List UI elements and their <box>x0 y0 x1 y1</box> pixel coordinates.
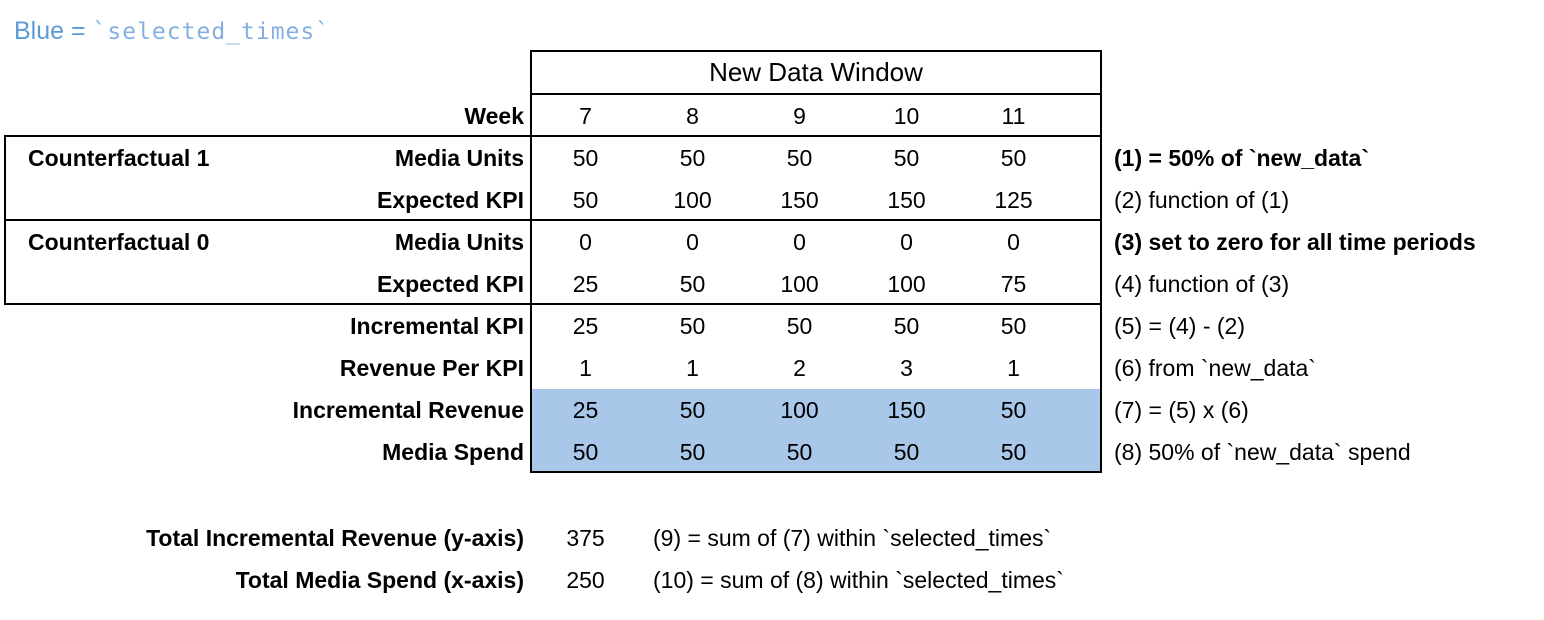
section-label-counterfactual-1: Counterfactual 1 <box>28 145 210 171</box>
cell-value: 50 <box>572 187 599 213</box>
counterfactual-table <box>0 50 1544 473</box>
cell-value-highlighted: 100 <box>746 389 853 431</box>
row-note: (4) function of (3) <box>1114 271 1290 297</box>
total-media-spend-value: 250 <box>566 567 605 593</box>
cell-value: 125 <box>994 187 1033 213</box>
week-value: 7 <box>579 103 592 129</box>
week-value: 10 <box>893 103 920 129</box>
week-row <box>0 95 1544 137</box>
cell-value: 3 <box>900 355 913 381</box>
table-row-revenue-per-kpi <box>0 347 1544 389</box>
table-row-expected-kpi-cf1 <box>0 179 1544 221</box>
cell-value: 150 <box>780 187 819 213</box>
row-note: (6) from `new_data` <box>1114 355 1316 381</box>
table-row-incremental-revenue <box>0 389 1544 431</box>
cell-value: 1 <box>686 355 699 381</box>
border-cf-bottom <box>4 303 1102 305</box>
cell-value-highlighted: 50 <box>639 389 746 431</box>
cell-value: 1 <box>579 355 592 381</box>
section-label-counterfactual-0: Counterfactual 0 <box>28 229 210 255</box>
filler-cell <box>1067 431 1102 473</box>
cell-value: 100 <box>887 271 926 297</box>
row-label: Media Units <box>394 229 524 255</box>
cell-value: 1 <box>1007 355 1020 381</box>
cell-value: 50 <box>679 313 706 339</box>
cell-value: 50 <box>1000 145 1027 171</box>
cell-value-highlighted: 50 <box>960 431 1067 473</box>
border-data-left <box>530 50 532 473</box>
border-data-right <box>1100 50 1102 473</box>
total-incremental-revenue-note: (9) = sum of (7) within `selected_times` <box>653 525 1052 551</box>
row-note: (3) set to zero for all time periods <box>1114 229 1476 255</box>
table-row-incremental-kpi <box>0 305 1544 347</box>
filler-cell <box>1067 347 1102 389</box>
week-value: 11 <box>1001 103 1026 129</box>
row-note: (8) 50% of `new_data` spend <box>1114 439 1411 465</box>
cell-value: 25 <box>572 271 599 297</box>
border-header-top <box>530 50 1102 52</box>
cell-value: 2 <box>793 355 806 381</box>
total-incremental-revenue-row <box>0 517 1544 559</box>
table-row-expected-kpi-cf0 <box>0 263 1544 305</box>
row-label: Revenue Per KPI <box>339 355 524 381</box>
cell-value: 50 <box>679 145 706 171</box>
total-incremental-revenue-label: Total Incremental Revenue (y-axis) <box>146 525 524 551</box>
table-row-media-units-cf1 <box>0 137 1544 179</box>
cell-value: 0 <box>900 229 913 255</box>
cell-value-highlighted: 150 <box>853 389 960 431</box>
table-row-media-spend <box>0 431 1544 473</box>
filler-cell <box>1067 179 1102 221</box>
week-value: 9 <box>793 103 806 129</box>
row-label: Expected KPI <box>377 187 524 213</box>
week-label: Week <box>464 103 524 129</box>
total-incremental-revenue-value: 375 <box>566 525 605 551</box>
cell-value: 0 <box>579 229 592 255</box>
cell-value-highlighted: 50 <box>746 431 853 473</box>
border-week-bottom <box>4 135 1102 137</box>
filler-cell <box>1067 263 1102 305</box>
cell-value-highlighted: 50 <box>532 431 639 473</box>
border-left-box <box>4 135 6 305</box>
row-label: Incremental Revenue <box>292 397 524 423</box>
border-cf-divider <box>4 219 1102 221</box>
cell-value: 25 <box>572 313 599 339</box>
cell-value: 100 <box>780 271 819 297</box>
cell-value: 50 <box>786 313 813 339</box>
cell-value: 0 <box>793 229 806 255</box>
cell-value: 0 <box>686 229 699 255</box>
row-note: (7) = (5) x (6) <box>1114 397 1249 423</box>
legend-selected-times-code: `selected_times` <box>92 19 331 45</box>
row-label: Media Units <box>394 145 524 171</box>
filler-cell <box>1067 137 1102 179</box>
cell-value: 50 <box>572 145 599 171</box>
legend-blue-label: Blue = <box>14 17 86 45</box>
cell-value-highlighted: 25 <box>532 389 639 431</box>
row-label: Incremental KPI <box>350 313 524 339</box>
total-media-spend-note: (10) = sum of (8) within `selected_times` <box>653 567 1064 593</box>
week-value: 8 <box>686 103 699 129</box>
cell-value: 0 <box>1007 229 1020 255</box>
cell-value: 150 <box>887 187 926 213</box>
row-note: (5) = (4) - (2) <box>1114 313 1245 339</box>
filler-cell <box>1067 305 1102 347</box>
filler-cell <box>1067 221 1102 263</box>
filler-cell <box>1067 95 1102 137</box>
filler-cell <box>1067 389 1102 431</box>
row-note: (2) function of (1) <box>1114 187 1290 213</box>
cell-value: 100 <box>673 187 712 213</box>
legend <box>14 16 330 47</box>
cell-value: 75 <box>1000 271 1027 297</box>
totals-section <box>0 517 1544 601</box>
row-label: Media Spend <box>382 439 524 465</box>
cell-value: 50 <box>893 313 920 339</box>
total-media-spend-row <box>0 559 1544 601</box>
new-data-window-header-row <box>0 50 1544 95</box>
row-note: (1) = 50% of `new_data` <box>1114 145 1369 171</box>
new-data-window-header: New Data Window <box>709 57 923 87</box>
total-media-spend-label: Total Media Spend (x-axis) <box>235 567 524 593</box>
cell-value-highlighted: 50 <box>639 431 746 473</box>
cell-value-highlighted: 50 <box>853 431 960 473</box>
row-label: Expected KPI <box>377 271 524 297</box>
cell-value: 50 <box>1000 313 1027 339</box>
table-row-media-units-cf0 <box>0 221 1544 263</box>
border-header-bottom <box>530 93 1102 95</box>
cell-value: 50 <box>893 145 920 171</box>
cell-value: 50 <box>679 271 706 297</box>
cell-value-highlighted: 50 <box>960 389 1067 431</box>
border-table-bottom <box>530 471 1102 473</box>
cell-value: 50 <box>786 145 813 171</box>
